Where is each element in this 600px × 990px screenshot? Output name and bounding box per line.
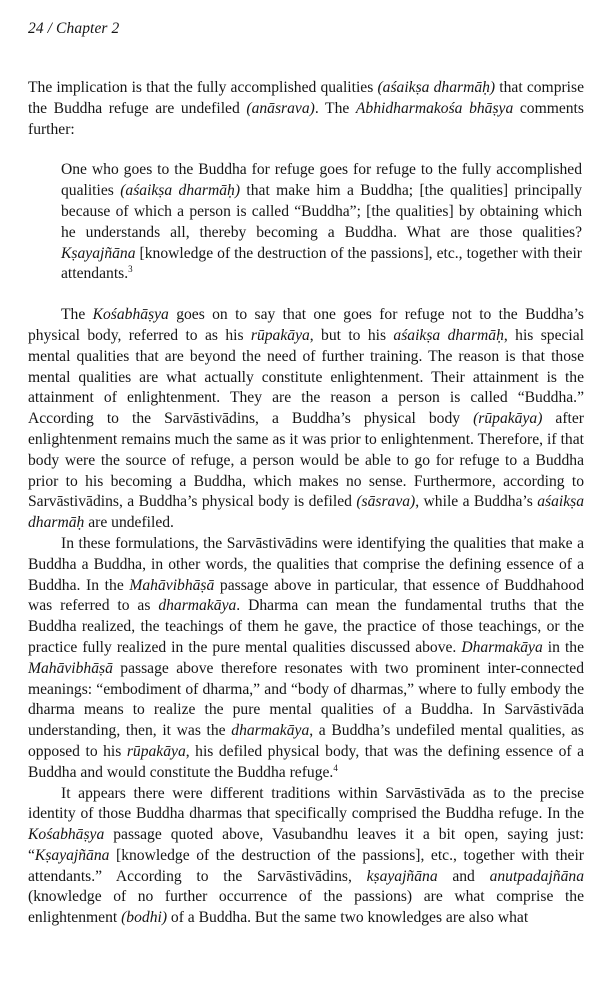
paragraph-formulations: In these formulations, the Sarvāstivādins were identifying the qualities that make a Buddha a Buddha, in other words, the qualities that comprise the defining essence of a Buddha. In the Mahāvibhāṣā passage above in particular, that essence of Buddhahood was referred to as dharmakāya. Dharma can mean the fundamental truths that the Buddha realized, the teachings of them he gave, the practice of those teachings, or the practice fully realized in the pure mental qualities discussed above. Dharmakāya in the Mahāvibhāṣā passage above therefore resonates with two prominent inter-connected meanings: “embodiment of dharma,” and “body of dharmas,” where to fully embody the dharma means to realize the pure mental qualities of a Buddha. In Sarvāstivāda understanding, then, it was the dharmakāya, a Buddha’s undefiled mental qualities, as opposed to his rūpakāya, his defiled physical body, that was the defining essence of a Buddha and would constitute the Buddha refuge.$^4$ xyxy=(28,534,584,781)
paragraph-traditions: It appears there were different traditions within Sarvāstivāda as to the precise identity of those Buddha dharmas that specifically comprised the Buddha refuge. In the Kośabhāṣya passage quoted above, Vasubandhu leaves it a bit open, saying just: “Kṣayajñāna [knowledge of the destruction of the passions], etc., together with their attendants.” According to the Sarvāstivādins, kṣayajñāna and anutpadajñāna (knowledge of no further occurrence of the passions) are what comprise the enlightenment (bodhi) of a Buddha. But the same two knowledges are also what xyxy=(28,784,584,927)
paragraph-intro: The implication is that the fully accomplished qualities (aśaikṣa dharmāḥ) that comprise the Buddha refuge are undefiled (anāsrava). The Abhidharmakośa bhāṣya comments further: xyxy=(28,79,585,138)
block-quote: One who goes to the Buddha for refuge goes for refuge to the fully accomplished qualities (aśaikṣa dharmāḥ) that make him a Buddha; [the qualities] principally because of which a person is called “Buddha”; [the qualities] by obtaining which he understands all, thereby becoming a Buddha. What are those qualities? Kṣayajñāna [knowledge of the destruction of the passions], etc., together with their attendants.$^3$ xyxy=(61,161,582,283)
body-text xyxy=(28,78,584,929)
paragraph-kosabhasya: The Kośabhāṣya goes on to say that one goes for refuge not to the Buddha’s physical body, referred to as his rūpakāya, but to his aśaikṣa dharmāḥ, his special mental qualities that are beyond the need of further training. The reason is that those mental qualities are what actually constitute enlightenment. Their attainment is the attainment of enlightenment. They are the reason a person is called “Buddha.” According to the Sarvāstivādins, a Buddha’s physical body (rūpakāya) after enlightenment remains much the same as it was prior to enlightenment. Therefore, if that body were the source of refuge, a person would be able to go for refuge to a Buddha prior to his becoming a Buddha, which makes no sense. Furthermore, according to Sarvāstivādins, a Buddha’s physical body is defiled (sāsrava), while a Buddha’s aśaikṣa dharmāḥ are undefiled. xyxy=(28,306,585,532)
running-head: 24 / Chapter 2 xyxy=(28,20,120,37)
